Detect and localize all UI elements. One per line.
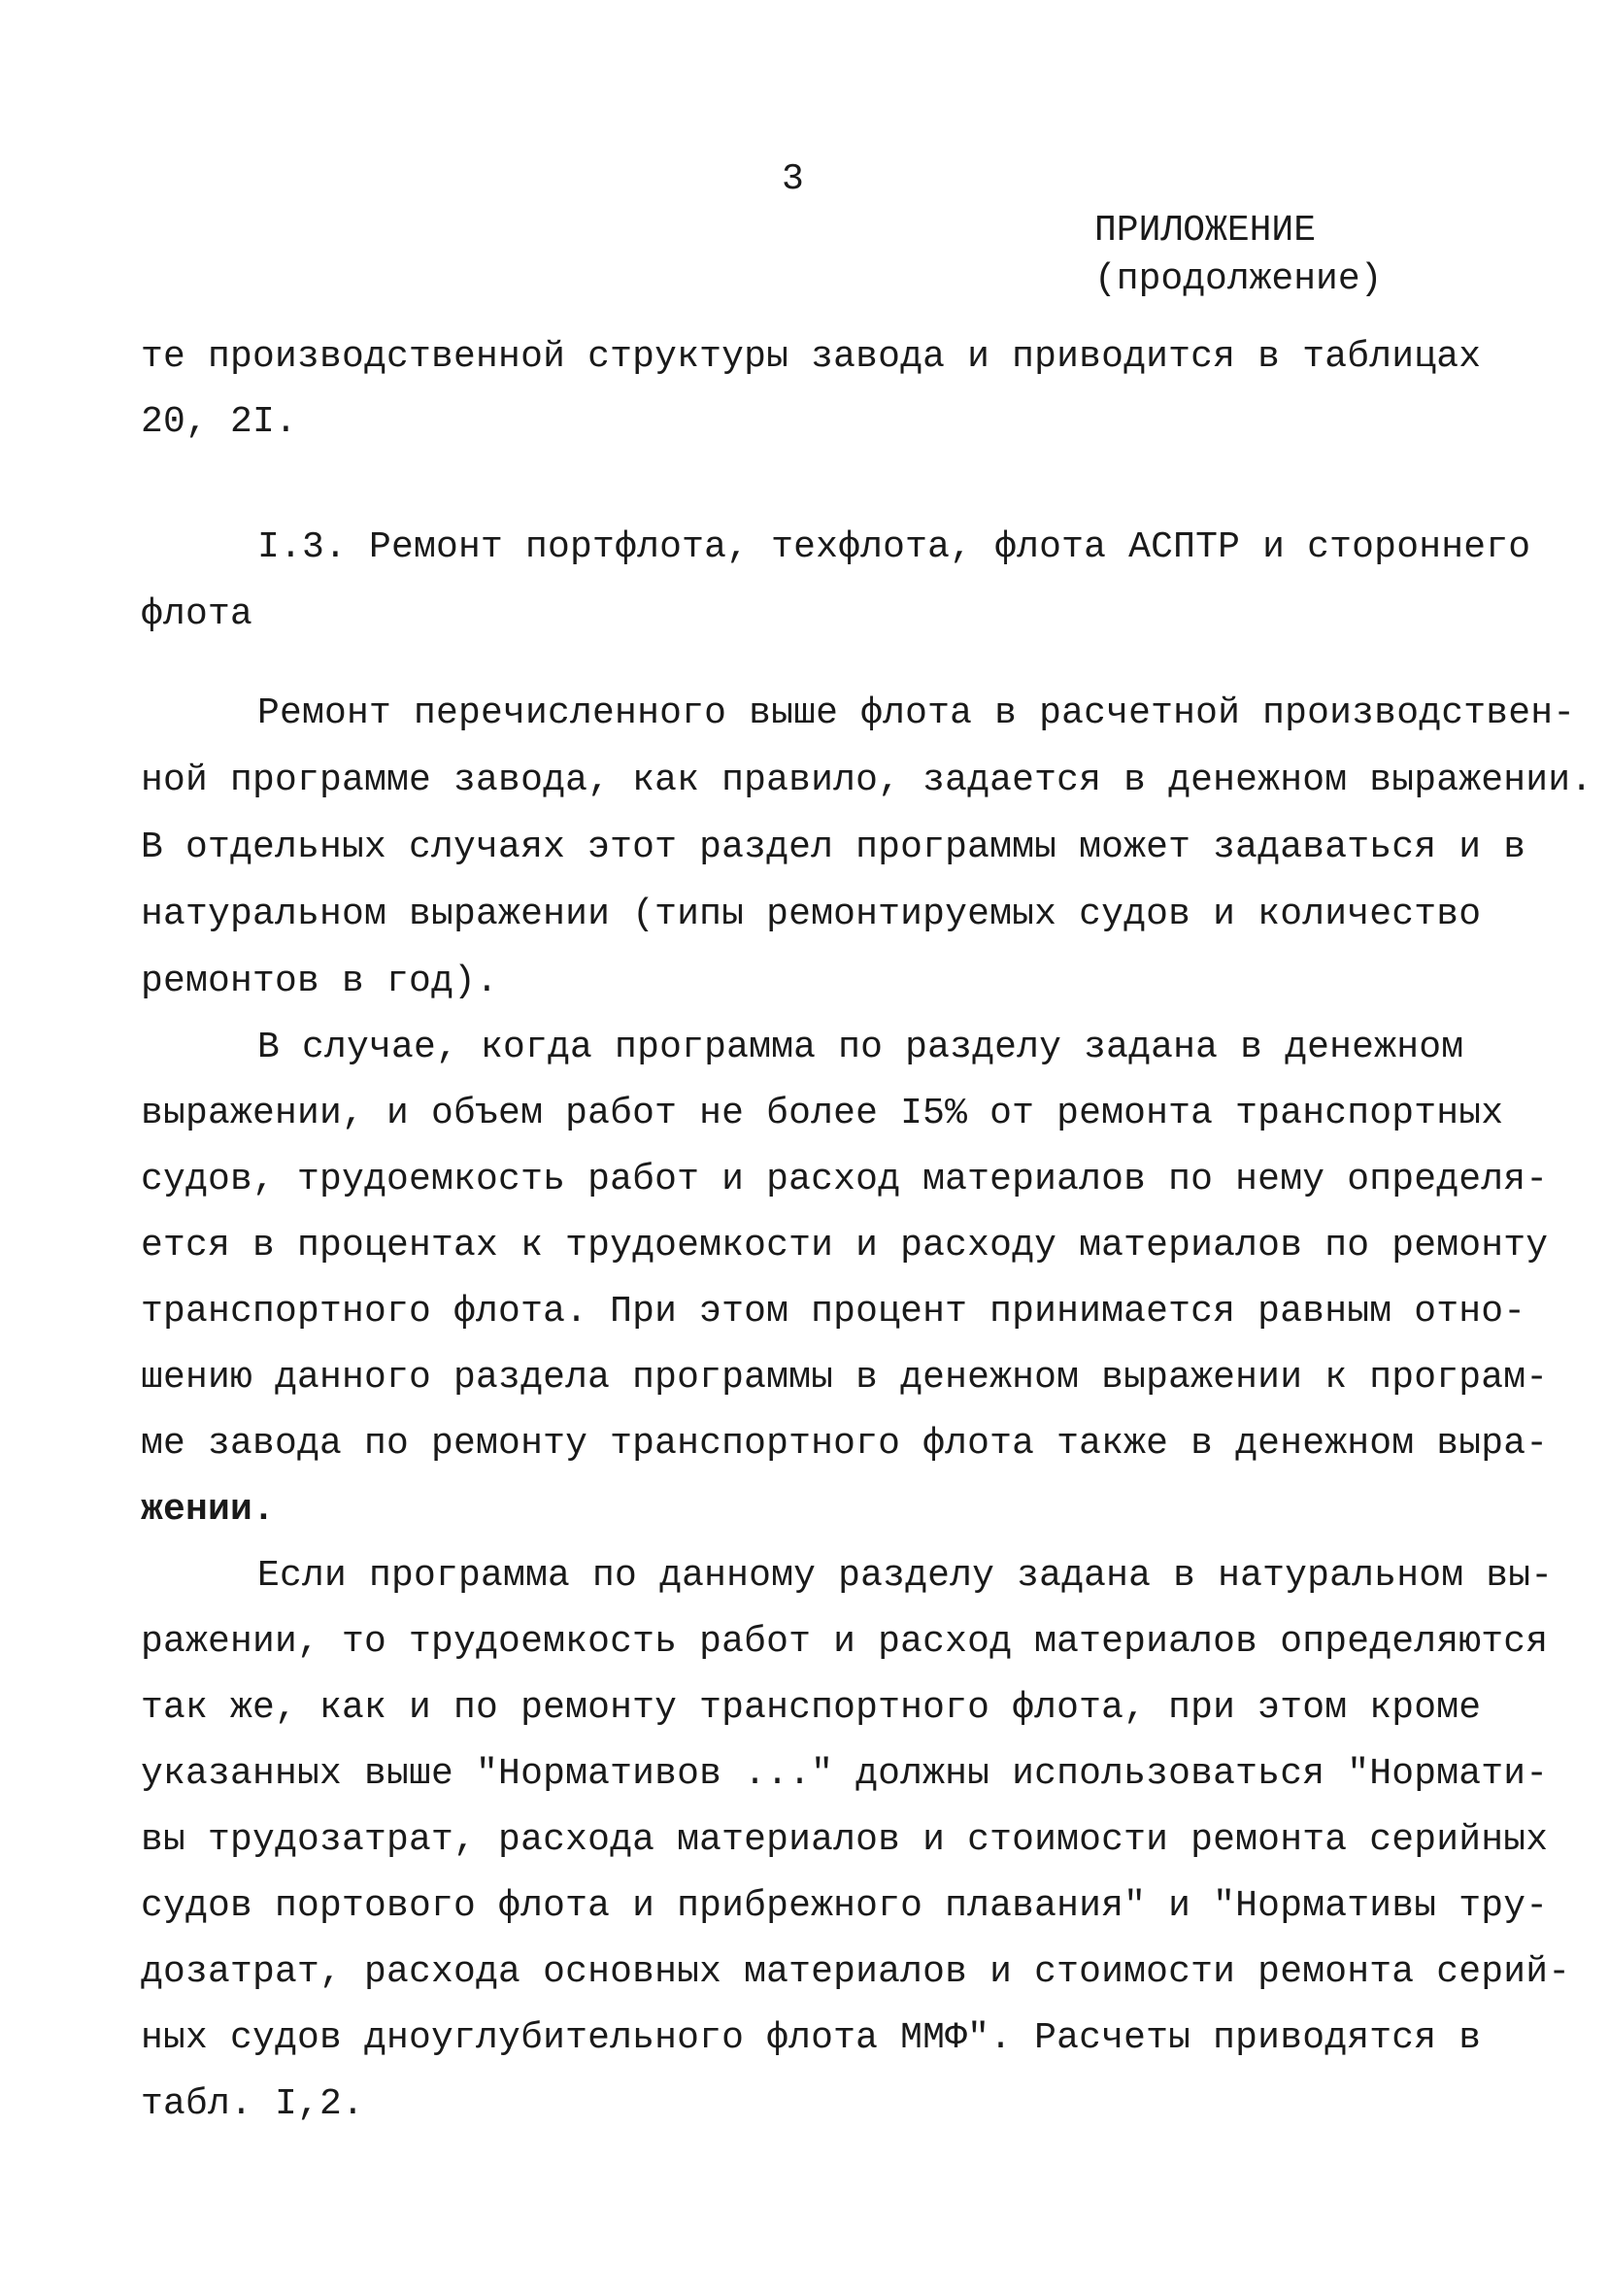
section-heading-continued: флота: [141, 593, 253, 635]
page-number: 3: [782, 158, 804, 200]
text-line: табл. I,2.: [141, 2083, 365, 2125]
text-line: указанных выше "Нормативов ..." должны использоваться "Нормати-: [141, 1753, 1549, 1795]
appendix-title: ПРИЛОЖЕНИЕ: [1094, 210, 1317, 252]
appendix-subtitle: (продолжение): [1094, 258, 1383, 300]
text-line: те производственной структуры завода и приводится в таблицах: [141, 336, 1482, 378]
text-line: дозатрат, расхода основных материалов и стоимости ремонта серий-: [141, 1951, 1571, 1993]
text-line: судов портового флота и прибрежного плавания" и "Нормативы тру-: [141, 1885, 1549, 1927]
text-line: ется в процентах к трудоемкости и расходу материалов по ремонту: [141, 1225, 1549, 1266]
text-line: Если программа по данному разделу задана в натуральном вы-: [257, 1555, 1554, 1597]
text-line: Ремонт перечисленного выше флота в расчетной производствен-: [257, 692, 1576, 734]
text-line: В отдельных случаях этот раздел программы может задаваться и в: [141, 827, 1526, 868]
text-line: вы трудозатрат, расхода материалов и стоимости ремонта серийных: [141, 1819, 1549, 1861]
text-line: транспортного флота. При этом процент принимается равным отно-: [141, 1291, 1526, 1333]
text-line: ме завода по ремонту транспортного флота также в денежном выра-: [141, 1423, 1549, 1465]
text-line: 20, 2I.: [141, 401, 298, 443]
text-line: ной программе завода, как правило, задается в денежном выражении.: [141, 760, 1593, 801]
text-line: так же, как и по ремонту транспортного флота, при этом кроме: [141, 1687, 1482, 1729]
text-line: ных судов дноуглубительного флота ММФ". Расчеты приводятся в: [141, 2017, 1482, 2059]
text-line: шению данного раздела программы в денежном выражении к програм-: [141, 1357, 1549, 1399]
text-line: жении.: [141, 1489, 276, 1531]
text-line: ражении, то трудоемкость работ и расход материалов определяются: [141, 1621, 1549, 1663]
section-heading: I.3. Ремонт портфлота, техфлота, флота АСПТР и стороннего: [257, 526, 1531, 568]
text-line: натуральном выражении (типы ремонтируемых судов и количество: [141, 894, 1482, 935]
text-line: судов, трудоемкость работ и расход материалов по нему определя-: [141, 1159, 1549, 1200]
text-line: В случае, когда программа по разделу задана в денежном: [257, 1027, 1464, 1068]
text-line: выражении, и объем работ не более I5% от ремонта транспортных: [141, 1093, 1504, 1134]
text-line: ремонтов в год).: [141, 961, 499, 1002]
